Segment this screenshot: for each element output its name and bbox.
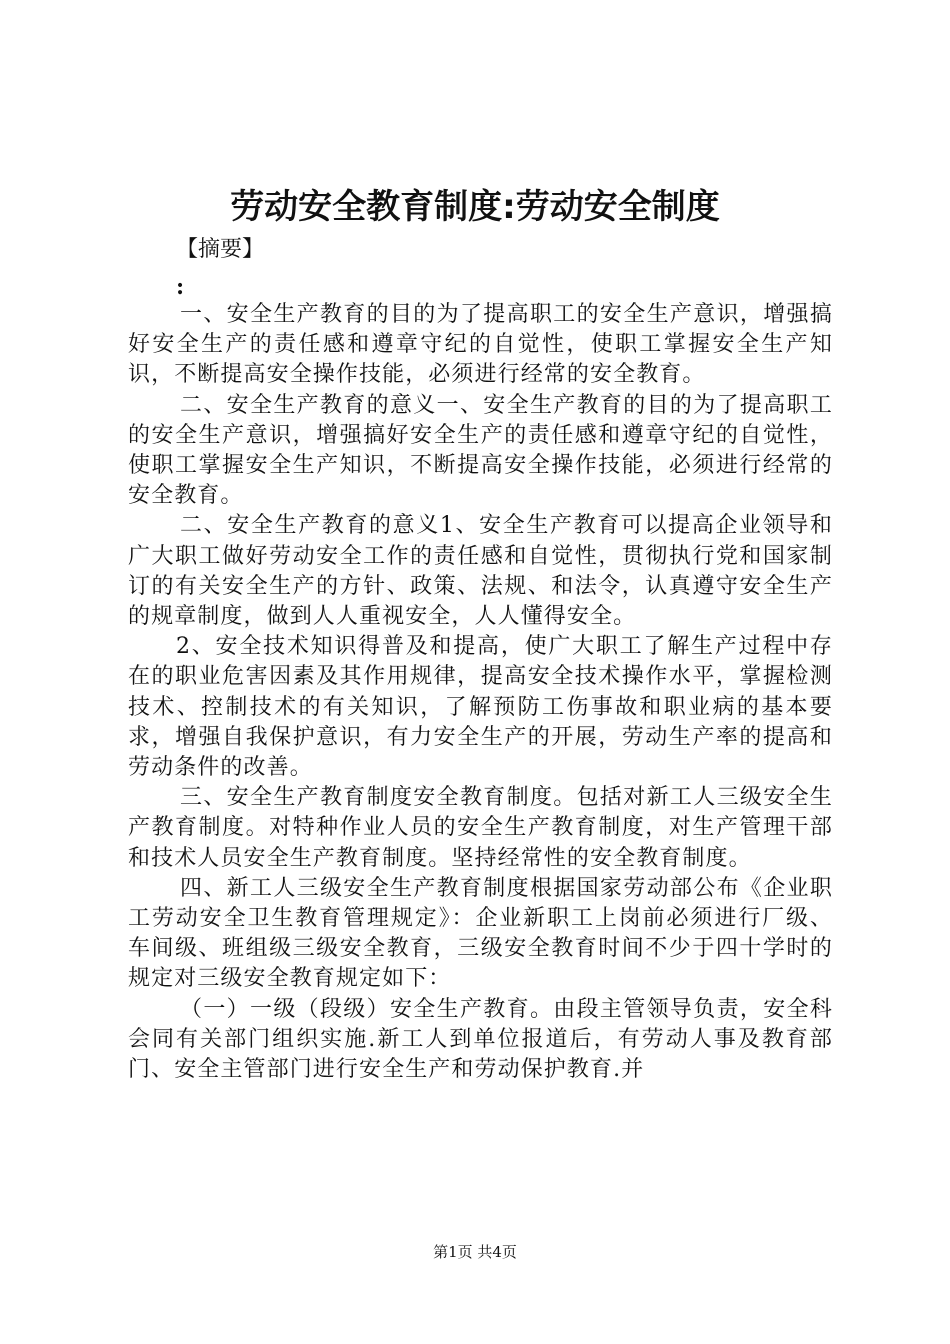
paragraph-6: 四、新工人三级安全生产教育制度根据国家劳动部公布《企业职工劳动安全卫生教育管理规定》：企业新职工上岗前必须进行厂级、车间级、班组级三级安全教育，三级安全教育时间不少于四十学时的规定对三级安全教育规定如下： [128,875,833,992]
paragraph-5: 三、安全生产教育制度安全教育制度。包括对新工人三级安全生产教育制度。对特种作业人员的安全生产教育制度，对生产管理干部和技术人员安全生产教育制度。坚持经常性的安全教育制度。 [128,785,833,871]
paragraph-3: 二、安全生产教育的意义1、安全生产教育可以提高企业领导和广大职工做好劳动安全工作的责任感和自觉性，贯彻执行党和国家制订的有关安全生产的方针、政策、法规、和法令，认真遵守安全生产的规章制度，做到人人重视安全，人人懂得安全。 [128,513,833,630]
paragraph-4: 2、安全技术知识得普及和提高，使广大职工了解生产过程中存在的职业危害因素及其作用规律，提高安全技术操作水平，掌握检测技术、控制技术的有关知识，了解预防工伤事故和职业病的基本要求，增强自我保护意识，有力安全生产的开展，劳动生产率的提高和劳动条件的改善。 [128,634,833,781]
abstract-colon: : [176,274,185,300]
paragraph-7: （一）一级（段级）安全生产教育。由段主管领导负责，安全科会同有关部门组织实施.新工人到单位报道后，有劳动人事及教育部门、安全主管部门进行安全生产和劳动保护教育.并 [128,996,833,1083]
abstract-label: 【摘要】 [176,237,265,262]
paragraph-1: 一、安全生产教育的目的为了提高职工的安全生产意识，增强搞好安全生产的责任感和遵章守纪的自觉性，使职工掌握安全生产知识，不断提高安全操作技能，必须进行经常的安全教育。 [128,302,833,388]
document-title: 劳动安全教育制度:劳动安全制度 [230,187,720,227]
paragraph-2: 二、安全生产教育的意义一、安全生产教育的目的为了提高职工的安全生产意识，增强搞好安全生产的责任感和遵章守纪的自觉性，使职工掌握安全生产知识，不断提高安全操作技能，必须进行经常的安全教育。 [128,392,833,509]
document-body [128,300,833,1085]
page-footer: 第1页 共4页 [433,1243,517,1261]
